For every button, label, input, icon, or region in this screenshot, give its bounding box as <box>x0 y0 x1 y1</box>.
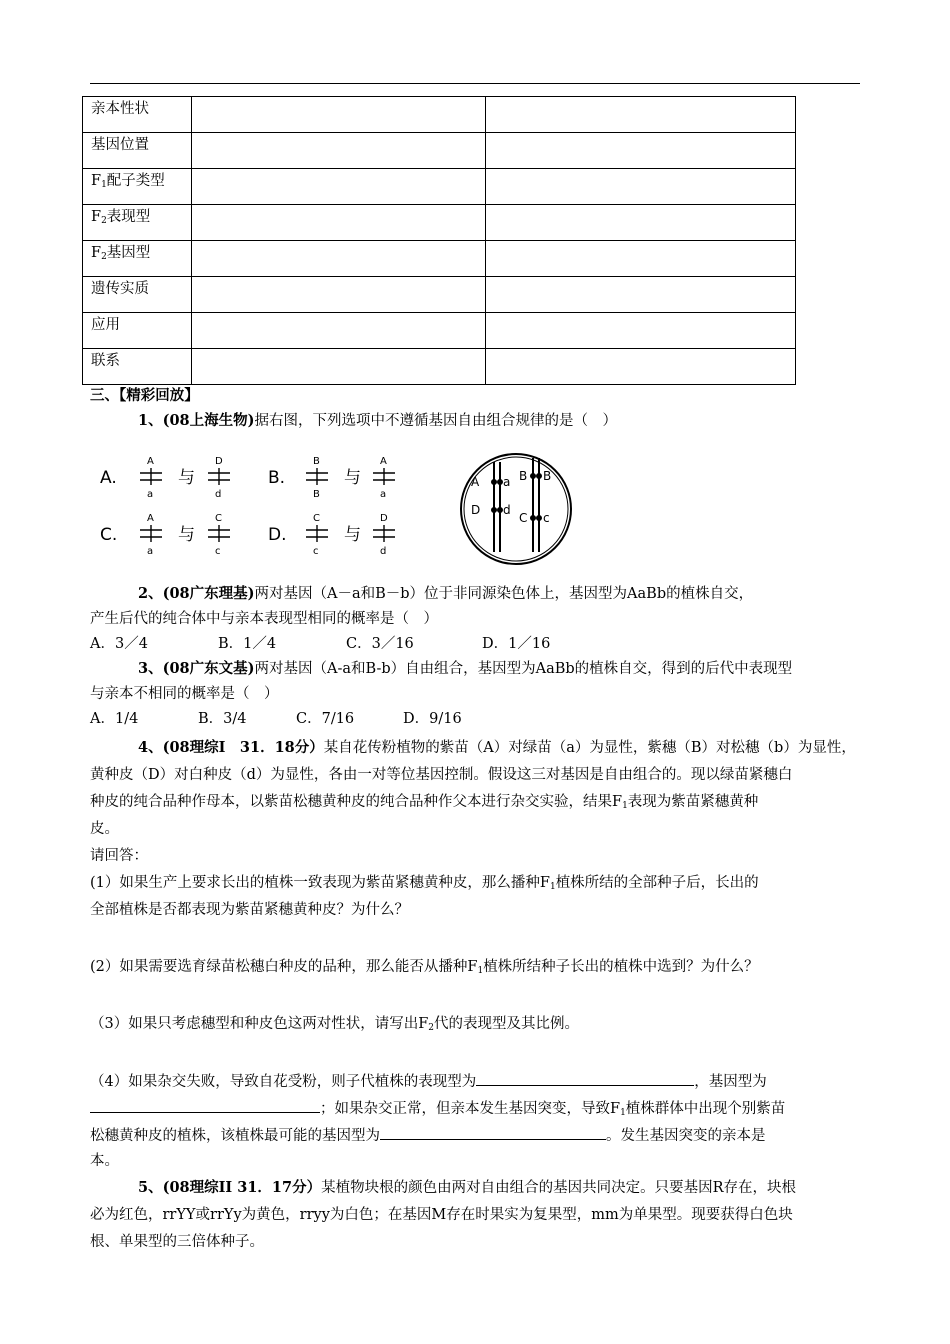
gene-letter: C <box>313 513 320 524</box>
answer-blank[interactable] <box>90 1095 320 1113</box>
answer-cell[interactable] <box>192 241 486 277</box>
join-word: 与 <box>344 525 361 545</box>
answer-cell[interactable] <box>486 133 796 169</box>
table-row <box>83 313 796 349</box>
cell-diagram <box>461 454 571 564</box>
header-rule <box>90 83 860 84</box>
question-3-options <box>90 707 862 731</box>
answer-cell[interactable] <box>486 313 796 349</box>
answer-cell[interactable] <box>486 97 796 133</box>
gene-letter: a <box>147 546 154 557</box>
question-2: 2、(08广东理基)两对基因（A－a和B－b）位于非同源染色体上，基因型为AaBb的植株自交， <box>138 585 754 602</box>
gene-letter: d <box>215 489 222 500</box>
gene-letter: A <box>147 456 154 467</box>
answer-cell[interactable] <box>486 241 796 277</box>
option-b <box>268 456 395 500</box>
answer-cell[interactable] <box>192 169 486 205</box>
option-a <box>100 456 230 500</box>
subquestion-4-line: 松穗黄种皮的植株，该植株最可能的基因型为 。发生基因突变的亲本是 <box>90 1122 862 1148</box>
row-label: 遗传实质 <box>83 277 192 313</box>
question-4-line: 黄种皮（D）对白种皮（d）为显性，各由一对等位基因控制。假设这三对基因是自由组合的。现以绿苗紧穗白 <box>90 767 793 783</box>
subquestion-3: （3）如果只考虑穗型和种皮色这两对性状，请写出$F_2$代的表现型及其比例。 <box>90 1016 580 1033</box>
answer-cell[interactable] <box>192 313 486 349</box>
answer-cell[interactable] <box>192 205 486 241</box>
gene-letter: B <box>313 456 320 467</box>
row-label: $F_2$基因型 <box>83 241 192 277</box>
gene-letter: D <box>471 503 481 517</box>
option-c[interactable]: C．3／16 <box>346 636 414 652</box>
table-row <box>83 205 796 241</box>
answer-blank[interactable] <box>476 1068 694 1086</box>
question-3: 3、(08广东文基)两对基因（A-a和B-b）自由组合，基因型为AaBb的植株自交，得到的后代中表现型 <box>138 660 793 677</box>
table-row <box>83 277 796 313</box>
gene-letter: c <box>313 546 319 557</box>
option-a[interactable]: A．1/4 <box>90 711 139 727</box>
question-5-line: 必为红色，rrYY或rrYy为黄色，rryy为白色；在基因M存在时果实为复果型，mm为单果型。现要获得白色块 <box>90 1207 793 1223</box>
table-row <box>83 133 796 169</box>
gene-letter: B <box>519 469 528 483</box>
option-label: D. <box>268 525 287 545</box>
table-row <box>83 349 796 385</box>
gene-letter: a <box>503 475 511 489</box>
gene-letter: D <box>380 513 388 524</box>
option-label: C. <box>100 525 118 545</box>
row-label: 应用 <box>83 313 192 349</box>
gene-letter: d <box>380 546 387 557</box>
gene-letter: A <box>380 456 387 467</box>
option-label: B. <box>268 468 286 488</box>
table-row <box>83 169 796 205</box>
question-5-line: 根、单果型的三倍体种子。 <box>90 1234 264 1250</box>
option-d[interactable]: D．9/16 <box>403 711 462 727</box>
answer-cell[interactable] <box>192 349 486 385</box>
table-row <box>83 97 796 133</box>
answer-cell[interactable] <box>192 97 486 133</box>
question-4-line: 皮。 <box>90 821 119 837</box>
gene-letter: c <box>543 511 550 525</box>
row-label: $F_1$配子类型 <box>83 169 192 205</box>
answer-cell[interactable] <box>192 277 486 313</box>
join-word: 与 <box>344 468 361 488</box>
answer-cell[interactable] <box>486 277 796 313</box>
row-label: 联系 <box>83 349 192 385</box>
question-4: 4、(08理综Ⅰ 31．18分）某自花传粉植物的紫苗（A）对绿苗（a）为显性，紫穗（B）对松穗（b）为显性， <box>138 739 856 756</box>
option-c <box>100 513 230 557</box>
join-word: 与 <box>178 525 195 545</box>
answer-cell[interactable] <box>486 205 796 241</box>
answer-cell[interactable] <box>486 349 796 385</box>
gene-letter: C <box>519 511 528 525</box>
row-label: $F_2$表现型 <box>83 205 192 241</box>
gene-letter: a <box>380 489 387 500</box>
option-a[interactable]: A．3／4 <box>90 636 148 652</box>
option-b[interactable]: B．1／4 <box>218 636 277 652</box>
question-2-cont: 产生后代的纯合体中与亲本表现型相同的概率是（ ） <box>90 611 438 627</box>
row-label: 亲本性状 <box>83 97 192 133</box>
answer-cell[interactable] <box>192 133 486 169</box>
subquestion-1: (1）如果生产上要求长出的植株一致表现为紫苗紧穗黄种皮，那么播种$F_1$植株所结的全部种子后，长出的 <box>90 875 759 892</box>
question-4-line: 种皮的纯合品种作母本，以紫苗松穗黄种皮的纯合品种作父本进行杂交实验，结果$F_1$表现为紫苗紧穗黄种 <box>90 794 759 811</box>
gene-letter: A <box>471 475 480 489</box>
option-d <box>268 513 395 557</box>
option-label: A. <box>100 468 117 488</box>
gene-letter: c <box>215 546 221 557</box>
question-5: 5、(08理综II 31．17分）某植物块根的颜色由两对自由组合的基因共同决定。只要基因R存在，块根 <box>138 1179 797 1196</box>
answer-cell[interactable] <box>486 169 796 205</box>
gene-letter: a <box>147 489 154 500</box>
section-heading: 三、【精彩回放】 <box>90 387 199 404</box>
gene-letter: d <box>503 503 511 517</box>
gene-letter: A <box>147 513 154 524</box>
gene-letter: B <box>543 469 552 483</box>
question-1: 1、(08上海生物)据右图，下列选项中不遵循基因自由组合规律的是（ ） <box>138 412 617 429</box>
gene-letter: C <box>215 513 222 524</box>
subquestion-1-cont: 全部植株是否都表现为紫苗紧穗黄种皮？为什么？ <box>90 902 409 918</box>
question-3-cont: 与亲本不相同的概率是（ ） <box>90 686 279 702</box>
question-4-ask: 请回答： <box>90 848 148 864</box>
subquestion-4-line: ；如果杂交正常，但亲本发生基因突变，导致$F_1$植株群体中出现个别紫苗 <box>90 1095 862 1125</box>
join-word: 与 <box>178 468 195 488</box>
option-c[interactable]: C．7/16 <box>296 711 355 727</box>
gene-letter: B <box>313 489 320 500</box>
subquestion-2: (2）如果需要选育绿苗松穗白种皮的品种，那么能否从播种$F_1$植株所结种子长出的植株中选到？为什么？ <box>90 959 759 976</box>
option-b[interactable]: B．3/4 <box>198 711 247 727</box>
question-2-options <box>90 632 862 656</box>
option-d[interactable]: D．1／16 <box>482 636 551 652</box>
answer-blank[interactable] <box>380 1122 606 1140</box>
subquestion-4: （4）如果杂交失败，导致自花受粉，则子代植株的表现型为 ，基因型为 <box>90 1068 862 1094</box>
subquestion-4-line: 本。 <box>90 1153 119 1169</box>
comparison-table <box>82 96 796 385</box>
table-row <box>83 241 796 277</box>
gene-letter: D <box>215 456 223 467</box>
row-label: 基因位置 <box>83 133 192 169</box>
gene-figure <box>96 446 586 572</box>
